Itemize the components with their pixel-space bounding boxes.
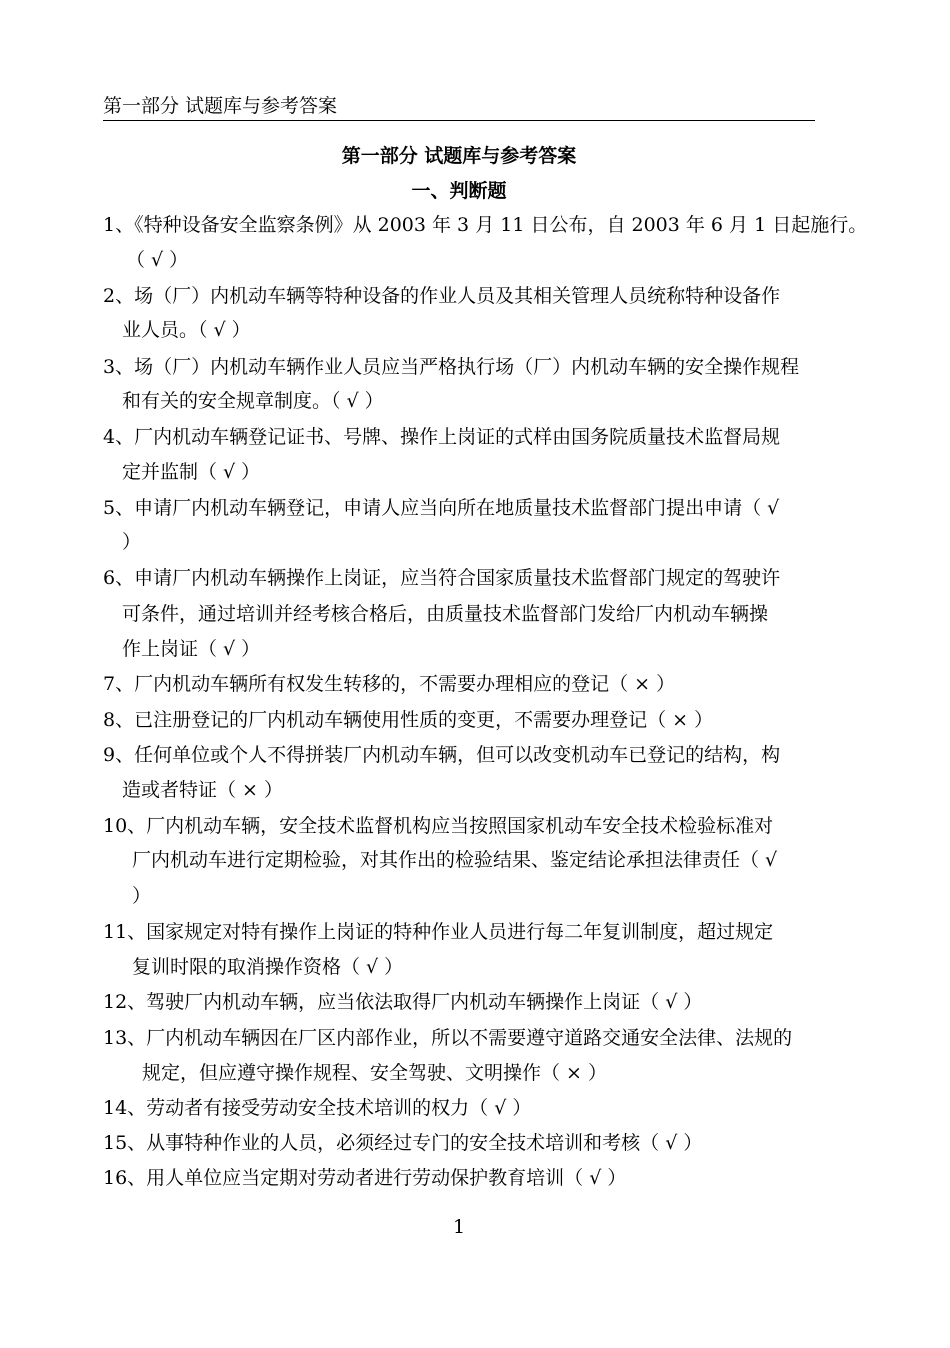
question-5-line-2: ）	[122, 531, 142, 553]
section-title: 一、判断题	[411, 180, 507, 202]
running-header: 第一部分 试题库与参考答案	[103, 92, 815, 121]
question-9-line-1: 9、任何单位或个人不得拼装厂内机动车辆，但可以改变机动车已登记的结构，构	[103, 744, 781, 766]
question-15-line-1: 15、从事特种作业的人员，必须经过专门的安全技术培训和考核（ √ ）	[103, 1132, 703, 1154]
question-14-line-1: 14、劳动者有接受劳动安全技术培训的权力（ √ ）	[103, 1097, 532, 1119]
question-4-line-2: 定并监制（ √ ）	[122, 461, 261, 483]
question-1-line-1: 1、《特种设备安全监察条例》从 2003 年 3 月 11 日公布，自 2003 年 6 月 1 日起施行。	[103, 214, 868, 236]
question-8-line-1: 8、已注册登记的厂内机动车辆使用性质的变更，不需要办理登记（ × ）	[103, 709, 714, 731]
question-4-line-1: 4、厂内机动车辆登记证书、号牌、操作上岗证的式样由国务院质量技术监督局规	[103, 426, 781, 448]
question-11-line-1: 11、国家规定对特有操作上岗证的特种作业人员进行每二年复训制度，超过规定	[103, 921, 774, 943]
page-number: 1	[452, 1216, 466, 1238]
question-2-line-2: 业人员。（ √ ）	[122, 319, 251, 341]
question-13-line-2: 规定，但应遵守操作规程、安全驾驶、文明操作（ × ）	[142, 1062, 608, 1084]
question-9-line-2: 造或者特证（ × ）	[122, 779, 283, 801]
question-10-line-1: 10、厂内机动车辆，安全技术监督机构应当按照国家机动车安全技术检验标准对	[103, 815, 774, 837]
question-7-line-1: 7、厂内机动车辆所有权发生转移的，不需要办理相应的登记（ × ）	[103, 673, 676, 695]
question-6-line-1: 6、申请厂内机动车辆操作上岗证，应当符合国家质量技术监督部门规定的驾驶许	[103, 567, 781, 589]
document-title: 第一部分 试题库与参考答案	[341, 145, 577, 167]
question-6-line-2: 可条件，通过培训并经考核合格后，由质量技术监督部门发给厂内机动车辆操	[122, 603, 769, 625]
question-12-line-1: 12、驾驶厂内机动车辆，应当依法取得厂内机动车辆操作上岗证（ √ ）	[103, 991, 703, 1013]
question-2-line-1: 2、场（厂）内机动车辆等特种设备的作业人员及其相关管理人员统称特种设备作	[103, 285, 781, 307]
question-10-line-3: ）	[132, 885, 152, 907]
question-16-line-1: 16、用人单位应当定期对劳动者进行劳动保护教育培训（ √ ）	[103, 1167, 627, 1189]
question-11-line-2: 复训时限的取消操作资格（ √ ）	[132, 956, 404, 978]
question-10-line-2: 厂内机动车进行定期检验，对其作出的检验结果、鉴定结论承担法律责任（ √	[132, 849, 778, 871]
question-5-line-1: 5、申请厂内机动车辆登记，申请人应当向所在地质量技术监督部门提出申请（ √	[103, 497, 780, 519]
question-1-line-2: （ √ ）	[126, 249, 189, 271]
question-13-line-1: 13、厂内机动车辆因在厂区内部作业，所以不需要遵守道路交通安全法律、法规的	[103, 1027, 793, 1049]
question-3-line-2: 和有关的安全规章制度。（ √ ）	[122, 390, 384, 412]
question-6-line-3: 作上岗证（ √ ）	[122, 638, 261, 660]
question-3-line-1: 3、场（厂）内机动车辆作业人员应当严格执行场（厂）内机动车辆的安全操作规程	[103, 356, 800, 378]
